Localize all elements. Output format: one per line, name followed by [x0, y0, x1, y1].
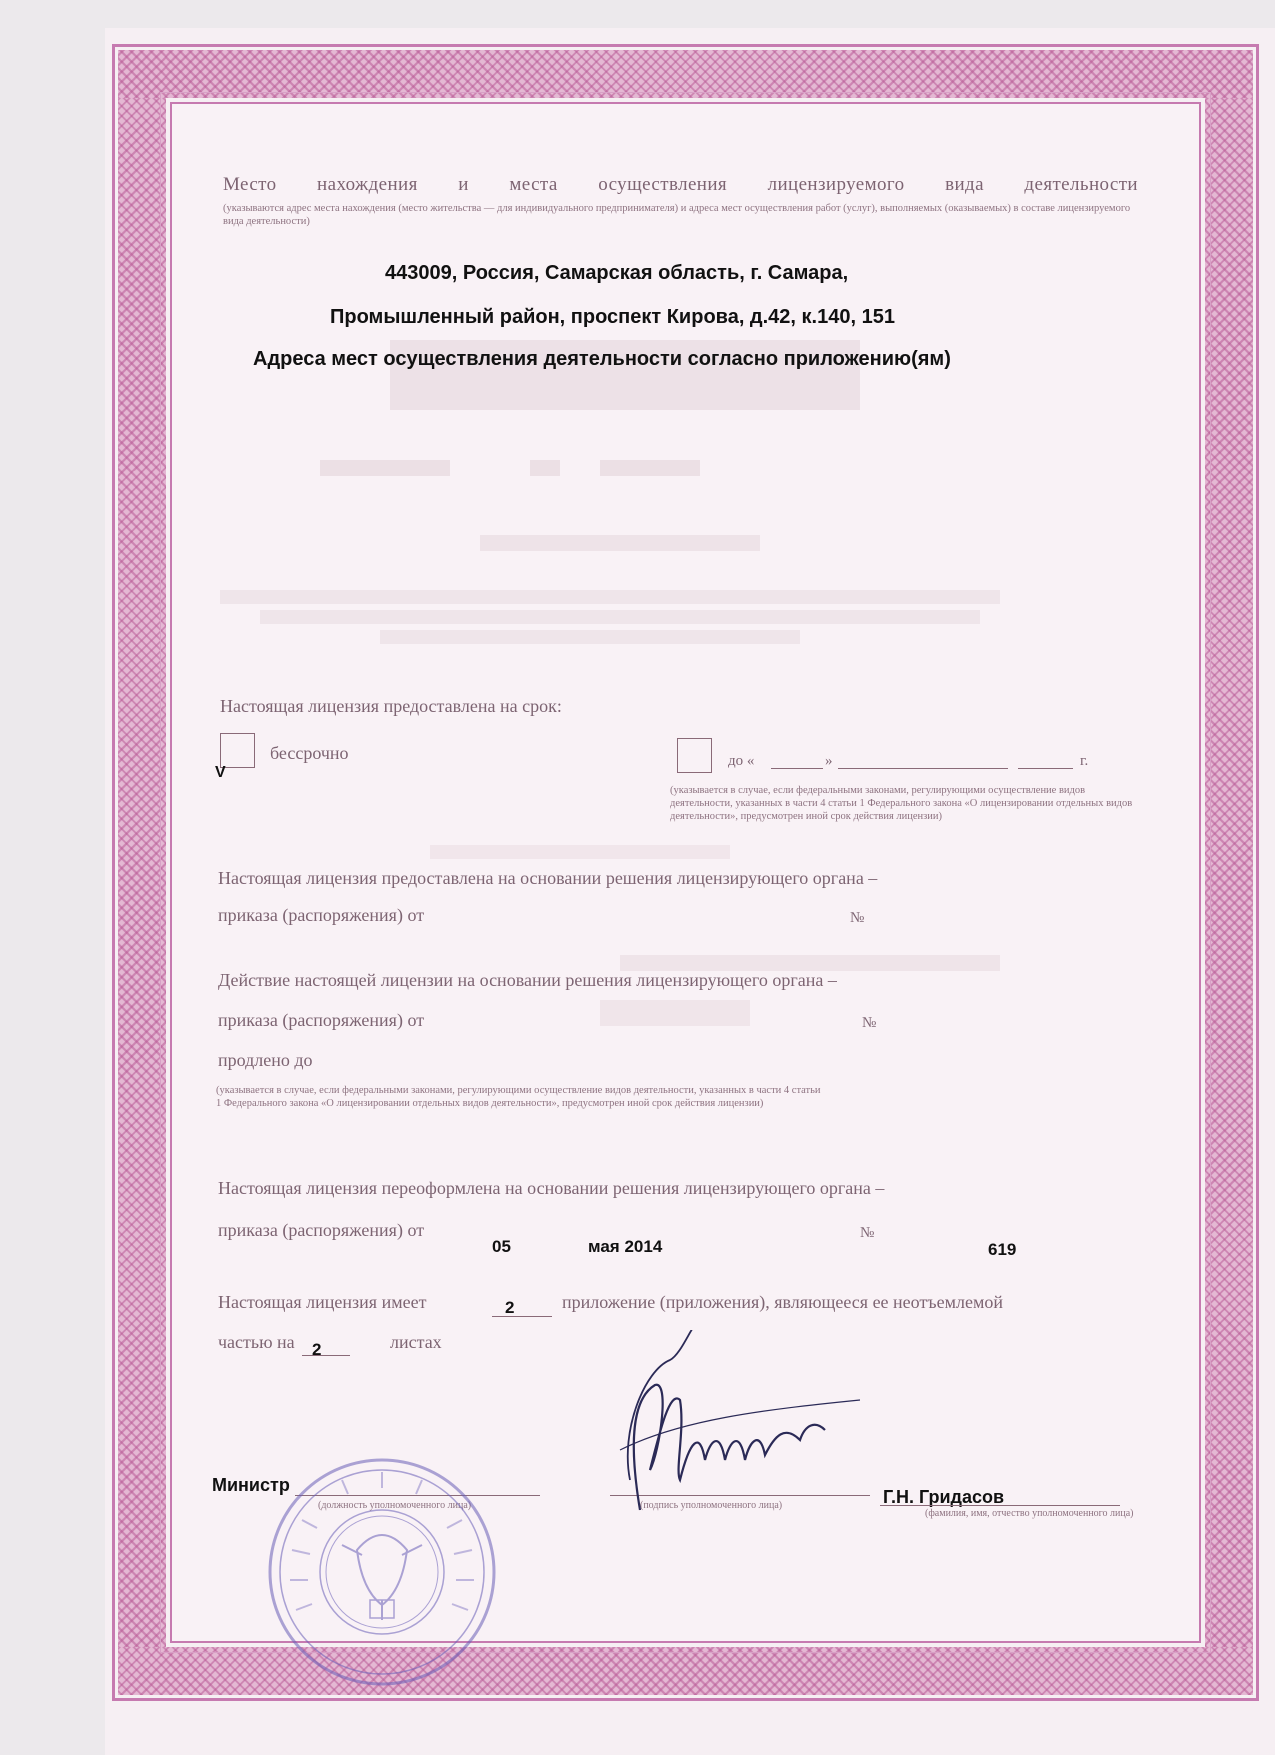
appendix-count: 2 — [505, 1298, 515, 1317]
appendix-text-4: листах — [390, 1332, 442, 1352]
extension-line-2: приказа (распоряжения) от — [218, 1010, 425, 1030]
reissue-number: 619 — [988, 1240, 1017, 1259]
signer-name: Г.Н. Гридасов — [883, 1487, 1005, 1507]
sheets-line — [302, 1355, 350, 1356]
until-note: (указывается в случае, если федеральными законами, регулирующими осуществление видов деятельности, указанных в части 4 статьи 1 Федерального закона «О лицензировании отдельных видов деятельности», предусмотрен иной срок действия лицензии) — [670, 785, 1133, 822]
term-label: Настоящая лицензия предоставлена на срок: — [220, 696, 562, 716]
extension-line-3: продлено до — [218, 1050, 313, 1070]
appendix-text-2: приложение (приложения), являющееся ее неотъемлемой — [562, 1292, 1003, 1312]
appendix-text-1: Настоящая лицензия имеет — [218, 1292, 427, 1312]
grant-number-sign: № — [850, 910, 865, 926]
section-note: (указываются адрес места нахождения (место жительства — для индивидуального предпринимателя) и адреса мест осуществления работ (услуг), выполняемых (оказываемых) в составе лицензируемого вида деятельности) — [223, 203, 1131, 227]
handwritten-signature — [560, 1330, 890, 1530]
reissue-day: 05 — [492, 1237, 511, 1256]
address-line-3: Адреса мест осуществления деятельности согласно приложению(ям) — [253, 348, 951, 370]
indefinite-label: бессрочно — [270, 743, 349, 763]
name-line — [880, 1505, 1120, 1506]
name-caption: (фамилия, имя, отчество уполномоченного лица) — [925, 1508, 1134, 1519]
reissue-line-1: Настоящая лицензия переоформлена на основании решения лицензирующего органа – — [218, 1178, 885, 1198]
reissue-line-2: приказа (распоряжения) от — [218, 1220, 425, 1240]
until-suffix: г. — [1080, 753, 1089, 769]
extension-note: (указывается в случае, если федеральными законами, регулирующими осуществление видов деятельности, указанных в части 4 статьи 1 Федерального закона «О лицензировании отдельных видов деятельности», предусмотрен иной срок действия лицензии) — [216, 1085, 821, 1109]
reissue-month-year: мая 2014 — [588, 1237, 663, 1256]
address-line-2: Промышленный район, проспект Кирова, д.42, к.140, 151 — [330, 306, 895, 328]
position-caption: (должность уполномоченного лица) — [318, 1500, 472, 1511]
signature-caption: (подпись уполномоченного лица) — [640, 1500, 783, 1511]
reissue-number-sign: № — [860, 1225, 875, 1241]
signer-position: Министр — [212, 1475, 290, 1495]
grant-basis-line-1: Настоящая лицензия предоставлена на основании решения лицензирующего органа – — [218, 868, 878, 888]
until-year-line — [1018, 768, 1073, 769]
grant-basis-line-2: приказа (распоряжения) от — [218, 905, 425, 925]
check-mark: V — [215, 764, 226, 781]
section-title: Место нахождения и места осуществления лицензируемого вида деятельности — [223, 174, 1138, 195]
extension-line-1: Действие настоящей лицензии на основании решения лицензирующего органа – — [218, 970, 837, 990]
until-mid: » — [825, 753, 833, 769]
until-checkbox — [677, 738, 712, 773]
appendix-text-3: частью на — [218, 1332, 295, 1352]
appendix-count-line — [492, 1316, 552, 1317]
until-day-line — [771, 768, 823, 769]
until-month-line — [838, 768, 1008, 769]
address-line-1: 443009, Россия, Самарская область, г. Самара, — [385, 262, 849, 284]
official-stamp — [262, 1450, 502, 1695]
appendix-sheets: 2 — [312, 1340, 322, 1359]
until-prefix: до « — [728, 753, 755, 769]
indefinite-checkbox — [220, 733, 255, 768]
extension-number-sign: № — [862, 1015, 877, 1031]
